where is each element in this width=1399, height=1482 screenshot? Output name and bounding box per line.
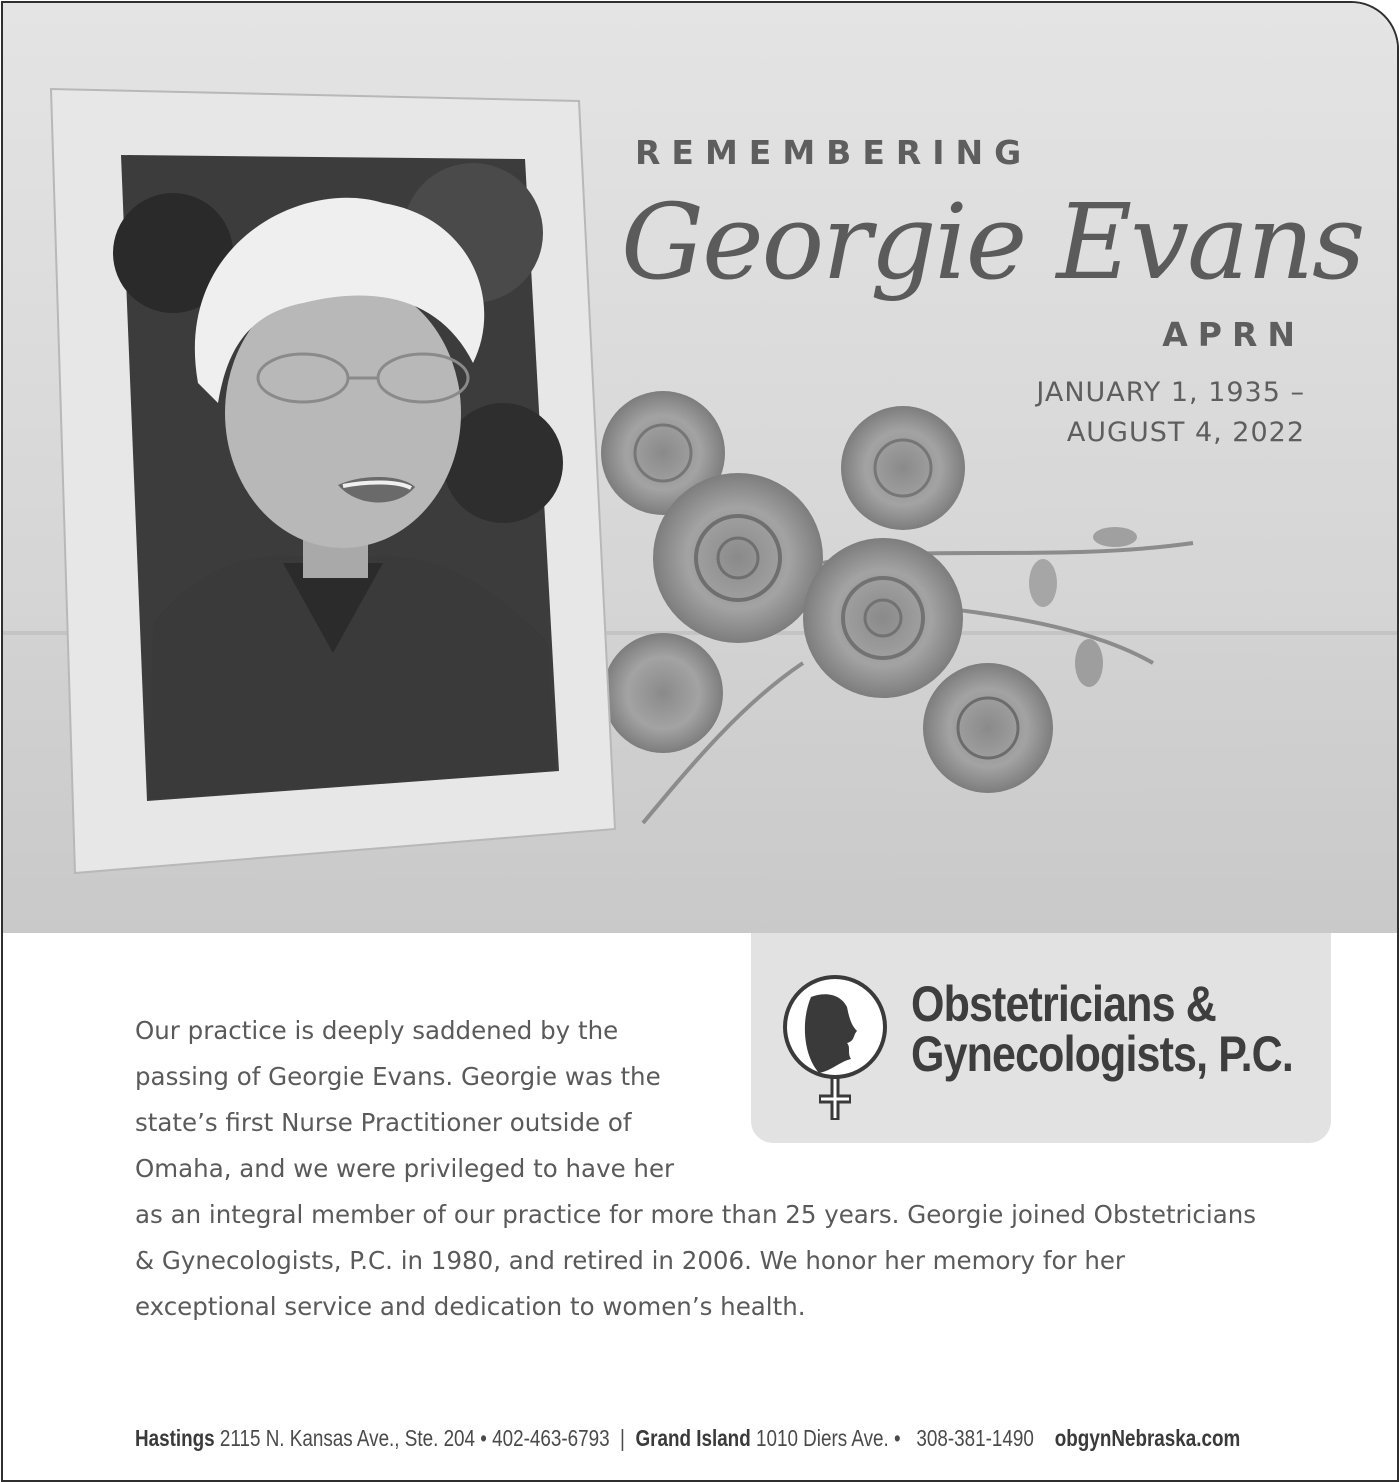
rose-2 [653, 473, 823, 643]
practice-name-line1: Obstetricians & [911, 976, 1216, 1032]
rose-3 [841, 406, 965, 530]
grand-island-label: Grand Island [635, 1425, 751, 1451]
tribute-paragraph [135, 1008, 1265, 1330]
practice-name-line2: Gynecologists, P.C. [911, 1026, 1293, 1082]
hastings-phone[interactable]: 402-463-6793 [492, 1425, 610, 1451]
website-link[interactable]: obgynNebraska.com [1054, 1425, 1241, 1451]
grand-island-address: 1010 Diers Ave. [755, 1425, 889, 1451]
grand-island-phone[interactable]: 308-381-1490 [916, 1425, 1034, 1451]
contact-footer: Hastings 2115 N. Kansas Ave., Ste. 204 • 402-463-6793 | Grand Island 1010 Diers Ave. • 308-381-1490 obgynNebraska.com [135, 1425, 1241, 1451]
remembering-heading: REMEMBERING [635, 133, 1033, 172]
picture-frame [51, 89, 615, 873]
logo-spacer [707, 1008, 1265, 1158]
hastings-address: 2115 N. Kansas Ave., Ste. 204 [219, 1425, 476, 1451]
honoree-name: Georgie Evans [621, 181, 1364, 303]
life-dates [1036, 373, 1305, 453]
tribute-text: Our practice is deeply saddened by the passing of Georgie Evans. Georgie was the state’s first Nurse Practitioner outside of Omaha, and we were privileged to have her as an integral member of our practice for more than 25 years. Georgie joined Obstetricians & Gynecologists, P.C. in 1980, and retired in 2006. We honor her memory for her exceptional service and dedication to women’s health. [135, 1016, 1257, 1321]
birth-date: JANUARY 1, 1935 – [1036, 377, 1305, 408]
hastings-label: Hastings [135, 1425, 215, 1451]
memorial-photo-scene [3, 3, 1397, 933]
rose-5 [923, 663, 1053, 793]
obituary-ad [1, 1, 1399, 1482]
rose-4 [803, 538, 963, 698]
rose-6 [603, 633, 723, 753]
death-date: AUGUST 4, 2022 [1066, 417, 1305, 448]
honoree-credential: APRN [1162, 315, 1305, 354]
